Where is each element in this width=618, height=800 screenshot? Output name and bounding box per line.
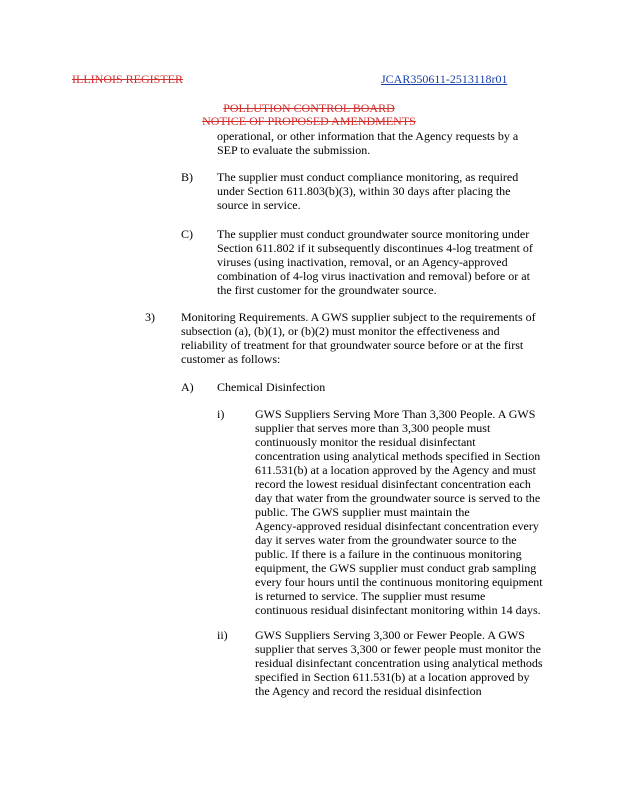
text-line: specified in Section 611.531(b) at a location approved by — [255, 670, 530, 684]
text-line: subsection (a), (b)(1), or (b)(2) must monitor the effectiveness and — [181, 324, 500, 338]
text-line: operational, or other information that the Agency requests by a — [217, 129, 519, 143]
item-c-label: C) — [181, 227, 193, 241]
text-line: source in service. — [217, 198, 301, 212]
item-b-label: B) — [181, 170, 193, 184]
item-3-label: 3) — [145, 310, 155, 324]
text-line: is returned to service. The supplier must resume — [255, 589, 486, 603]
text-line: reliability of treatment for that groundwater source before or at the first — [181, 338, 524, 352]
text-line: supplier that serves 3,300 or fewer people must monitor the — [255, 642, 541, 656]
text-line: viruses (using inactivation, removal, or an Agency-approved — [217, 255, 508, 269]
text-line: SEP to evaluate the submission. — [217, 143, 371, 157]
text-line: Monitoring Requirements. A GWS supplier subject to the requirements of — [181, 310, 536, 324]
text-line: customer as follows: — [181, 352, 281, 366]
document-id: JCAR350611-2513118r01 — [381, 72, 508, 86]
item-ii-paragraph — [255, 628, 543, 698]
text-line: residual disinfectant concentration using analytical methods — [255, 656, 543, 670]
register-header: ILLINOIS REGISTER — [72, 72, 183, 86]
text-line: 611.531(b) at a location approved by the Agency and must — [255, 463, 536, 477]
text-line: The supplier must conduct groundwater source monitoring under — [217, 227, 530, 241]
text-line: day it serves water from the groundwater source to the — [255, 533, 517, 547]
item-3-paragraph — [181, 310, 536, 366]
text-line: The supplier must conduct compliance monitoring, as required — [217, 170, 519, 184]
item-ii-label: ii) — [217, 628, 228, 642]
item-i-paragraph — [255, 407, 543, 617]
text-line: equipment, the GWS supplier must conduct grab sampling — [255, 561, 537, 575]
item-b-paragraph — [217, 170, 518, 212]
text-line: every four hours until the continuous monitoring equipment — [255, 575, 543, 589]
text-line: concentration using analytical methods specified in Section — [255, 449, 541, 463]
text-line: GWS Suppliers Serving 3,300 or Fewer People. A GWS — [255, 628, 525, 642]
text-line: day that water from the groundwater source is served to the — [255, 491, 541, 505]
text-line: public. The GWS supplier must maintain the — [255, 505, 470, 519]
text-line: Section 611.802 if it subsequently discontinues 4-log treatment of — [217, 241, 533, 255]
board-title: POLLUTION CONTROL BOARD — [223, 101, 395, 115]
text-line: continuously monitor the residual disinfectant — [255, 435, 476, 449]
text-line: Agency-approved residual disinfectant concentration every — [255, 519, 539, 533]
text-line: GWS Suppliers Serving More Than 3,300 People. A GWS — [255, 407, 536, 421]
continuation-paragraph — [217, 129, 518, 157]
notice-title: NOTICE OF PROPOSED AMENDMENTS — [202, 114, 416, 128]
item-c-paragraph — [217, 227, 533, 297]
text-line: supplier that serves more than 3,300 people must — [255, 421, 491, 435]
text-line: combination of 4-log virus inactivation and removal) before or at — [217, 269, 530, 283]
item-i-label: i) — [217, 407, 225, 421]
text-line: the Agency and record the residual disinfection — [255, 684, 482, 698]
text-line: record the lowest residual disinfectant concentration each — [255, 477, 531, 491]
text-line: public. If there is a failure in the continuous monitoring — [255, 547, 522, 561]
text-line: continuous residual disinfectant monitoring within 14 days. — [255, 603, 541, 617]
item-a-heading: Chemical Disinfection — [217, 380, 326, 394]
item-a-label: A) — [181, 380, 194, 394]
text-line: the first customer for the groundwater source. — [217, 283, 437, 297]
text-line: under Section 611.803(b)(3), within 30 days after placing the — [217, 184, 511, 198]
